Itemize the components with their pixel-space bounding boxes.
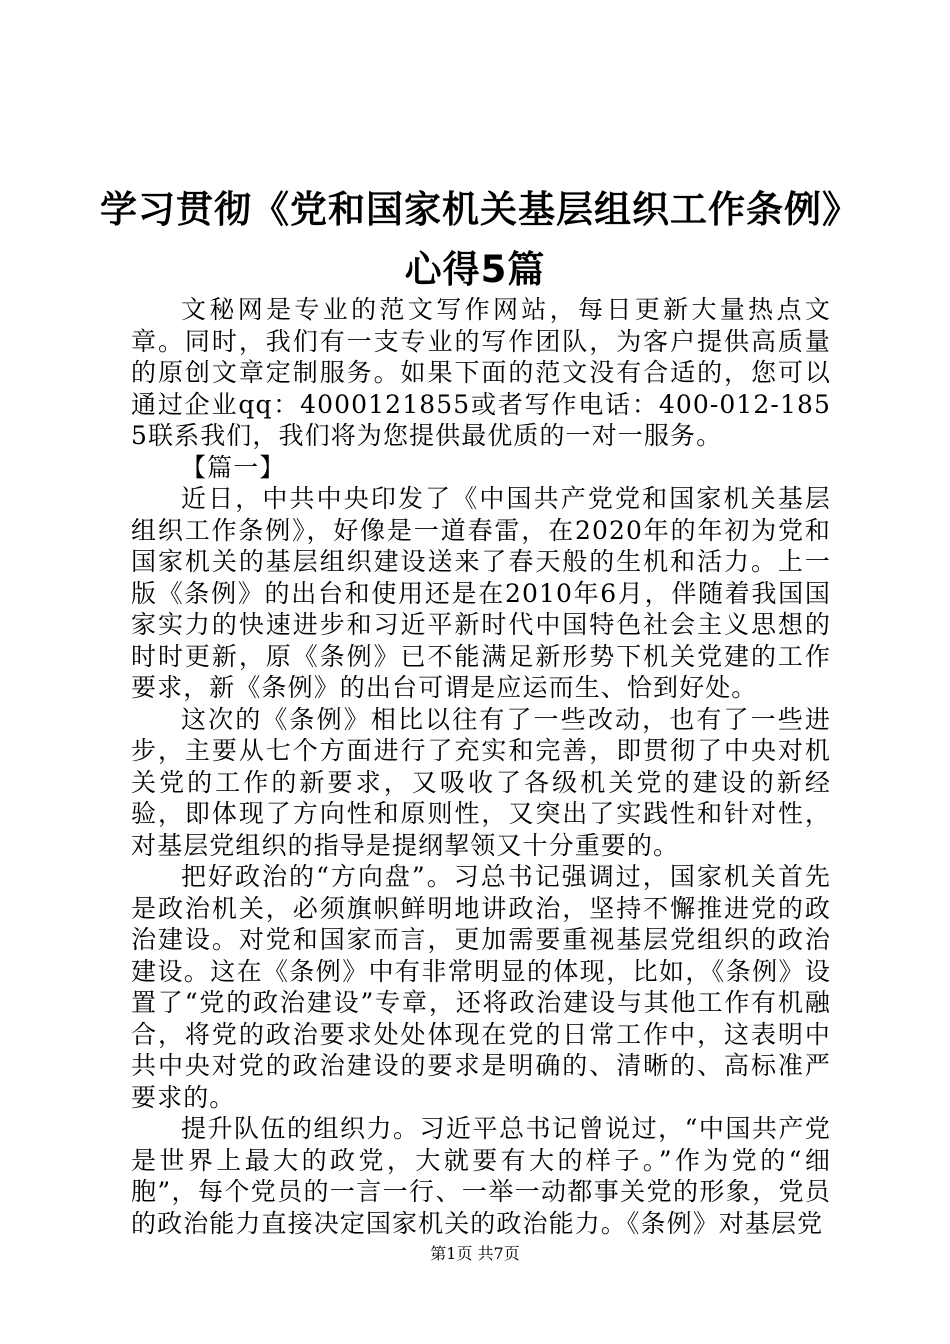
document-title-line-1: 学习贯彻《党和国家机关基层组织工作条例》 (100, 188, 860, 231)
section-heading-part-one: 【篇一】 (181, 452, 286, 482)
intro-paragraph: 文秘网是专业的范文写作网站，每日更新大量热点文章。同时，我们有一支专业的写作团队，为客户提供高质量的原创文章定制服务。如果下面的范文没有合适的，您可以通过企业qq：4000121855或者写作电话：400-012-1855联系我们，我们将为您提供最优质的一对一服务。 (131, 295, 831, 450)
body-paragraph: 这次的《条例》相比以往有了一些改动，也有了一些进步，主要从七个方面进行了充实和完善，即贯彻了中央对机关党的工作的新要求，又吸收了各级机关党的建设的新经验，即体现了方向性和原则性，又突出了实践性和针对性，对基层党组织的指导是提纲挈领又十分重要的。 (131, 704, 831, 860)
body-paragraph: 提升队伍的组织力。习近平总书记曾说过，“中国共产党是世界上最大的政党，大就要有大的样子。”作为党的“细胞”，每个党员的一言一行、一举一动都事关党的形象，党员的政治能力直接决定国家机关的政治能力。《条例》对基层党 (131, 1114, 831, 1238)
page-number-footer: 第1页 共7页 (430, 1244, 520, 1263)
document-body (131, 294, 831, 1239)
body-paragraph: 把好政治的“方向盘”。习总书记强调过，国家机关首先是政治机关，必须旗帜鲜明地讲政治，坚持不懈推进党的政治建设。对党和国家而言，更加需要重视基层党组织的政治建设。这在《条例》中有非常明显的体现，比如，《条例》设置了“党的政治建设”专章，还将政治建设与其他工作有机融合，将党的政治要求处处体现在党的日常工作中，这表明中共中央对党的政治建设的要求是明确的、清晰的、高标准严要求的。 (131, 862, 831, 1112)
document-title-line-2: 心得5篇 (404, 248, 546, 291)
body-paragraph: 近日，中共中央印发了《中国共产党党和国家机关基层组织工作条例》，好像是一道春雷，在2020年的年初为党和国家机关的基层组织建设送来了春天般的生机和活力。上一版《条例》的出台和使用还是在2010年6月，伴随着我国国家实力的快速进步和习近平新时代中国特色社会主义思想的时时更新，原《条例》已不能满足新形势下机关党建的工作要求，新《条例》的出台可谓是应运而生、恰到好处。 (131, 484, 831, 702)
